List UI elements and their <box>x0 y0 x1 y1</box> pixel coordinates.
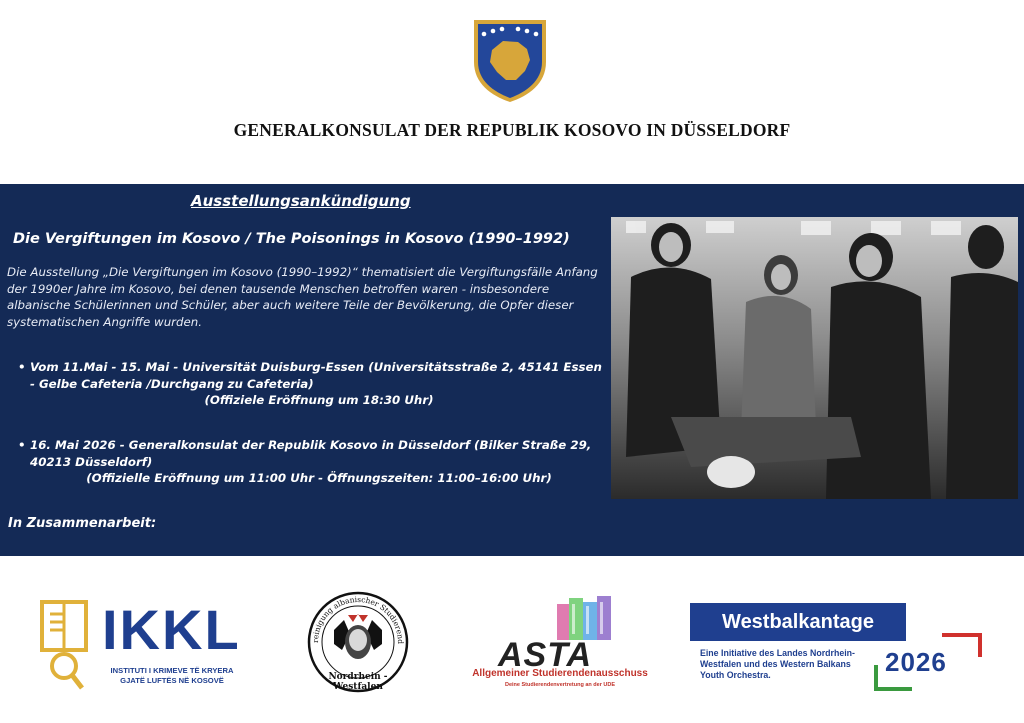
ikkl-subtitle: INSTITUTI I KRIMEVE TË KRYERA GJATË LUFTËS NË KOSOVË <box>110 666 234 685</box>
asta-line1: Allgemeiner Studierendenausschuss <box>472 668 648 679</box>
asta-line2: Deine Studierendenvertretung an der UDE <box>504 682 616 688</box>
historic-photo-illustration <box>611 217 1018 499</box>
announcement-band <box>0 184 1024 556</box>
asta-logo <box>470 596 650 696</box>
vas-region: Nordrhein - Westfalen <box>328 672 388 692</box>
kosovo-coat-of-arms-icon <box>470 16 550 104</box>
ikkl-book-magnifier-icon <box>40 600 92 692</box>
event-opening: (Offizielle Eröffnung um 11:00 Uhr - Öffnungszeiten: 11:00–16:00 Uhr) <box>86 471 552 485</box>
exhibition-intro: Die Ausstellung „Die Vergiftungen im Kosovo (1990–1992)“ thematisiert die Vergiftungsfälle Anfang der 1990er Jahre im Kosovo, bei denen tausende Menschen betroffen waren - insbesondere albanische Schülerinnen und Schüler, aber auch weitere Teile der Bevölkerung, die Opfer dieser systematischen Angriffe wurden. <box>7 265 598 329</box>
consulate-title: GENERALKONSULAT DER REPUBLIK KOSOVO IN DÜSSELDORF <box>233 120 791 140</box>
event-opening: (Offiziele Eröffnung um 18:30 Uhr) <box>204 393 434 407</box>
asta-buildings-icon <box>555 596 615 640</box>
westbalkantage-year: 2026 <box>885 647 947 677</box>
bullet: • <box>18 360 26 374</box>
consulate-header <box>0 0 1024 184</box>
cooperation-label: In Zusammenarbeit: <box>8 516 157 531</box>
vas-logo <box>306 590 410 696</box>
bullet: • <box>18 438 26 452</box>
westbalkantage-name: Westbalkantage <box>690 603 906 641</box>
historic-photo <box>611 217 1018 499</box>
exhibition-title: Die Vergiftungen im Kosovo / The Poisonings in Kosovo (1990–1992) <box>13 231 570 247</box>
asta-name: ASTA <box>498 636 593 674</box>
event-item <box>18 437 608 487</box>
announcement-heading: Ausstellungsankündigung <box>191 192 411 210</box>
event-item <box>18 359 608 409</box>
ikkl-name: IKKL <box>102 598 241 661</box>
westbalkantage-description: Eine Initiative des Landes Nordrhein-Westfalen und des Western Balkans Youth Orchestra. <box>700 648 855 680</box>
event-text: 16. Mai 2026 - Generalkonsulat der Republik Kosovo in Düsseldorf (Bilker Straße 29, 40213 Düsseldorf) <box>30 438 592 469</box>
event-text: Vom 11.Mai - 15. Mai - Universität Duisburg-Essen (Universitätsstraße 2, 45141 Essen - Gelbe Cafeteria /Durchgang zu Cafeteria) <box>30 360 602 391</box>
partner-logos <box>0 556 1024 723</box>
vas-ring-text: reinigung albanischer Studierend <box>310 594 406 645</box>
ikkl-logo <box>40 598 240 693</box>
westbalkantage-logo <box>690 603 990 693</box>
